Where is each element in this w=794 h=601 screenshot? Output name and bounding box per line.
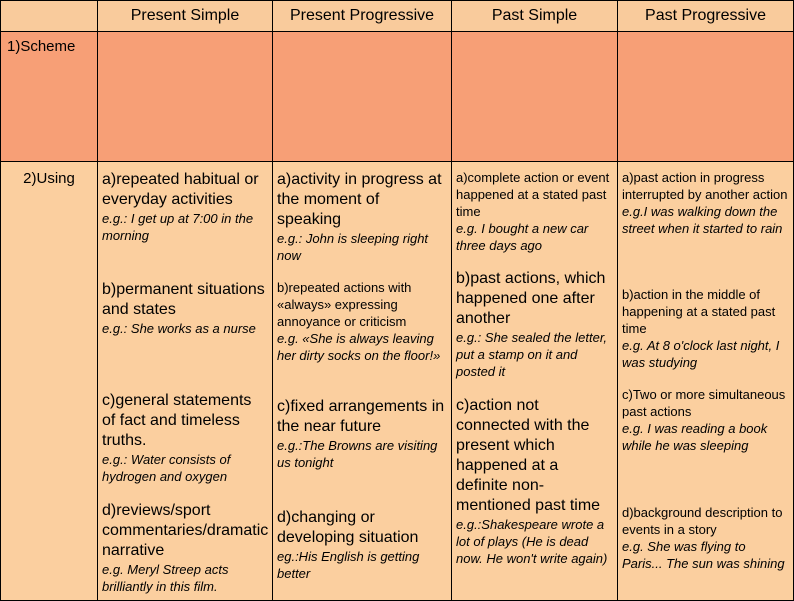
pp-usage-a-text: a)activity in progress at the moment of speaking	[277, 171, 442, 228]
pas-usage-b	[452, 269, 617, 380]
pp-usage-c-text: c)fixed arrangements in the near future	[277, 398, 445, 435]
pp-usage-b	[273, 279, 451, 364]
pap-usage-b	[618, 286, 793, 371]
header-past-progressive: Past Progressive	[617, 0, 794, 32]
scheme-present-simple	[97, 31, 273, 162]
ps-usage-a-text: a)repeated habitual or everyday activities	[102, 171, 259, 208]
pp-usage-a	[273, 170, 451, 264]
pap-usage-c-example: e.g. I was reading a book while he was sleeping	[622, 421, 768, 453]
pap-usage-b-example: e.g. At 8 o'clock last night, I was studying	[622, 338, 780, 370]
ps-usage-d-text: d)reviews/sport commentaries/dramatic narrative	[102, 502, 269, 559]
pp-usage-b-example: e.g. «She is always leaving her dirty socks on the floor!»	[277, 331, 441, 363]
pp-usage-c-example: e.g.:The Browns are visiting us tonight	[277, 438, 438, 470]
using-past-simple	[451, 161, 618, 601]
row-label-using: 2)Using	[0, 161, 98, 601]
ps-usage-b	[98, 280, 272, 337]
pp-usage-a-example: e.g.: John is sleeping right now	[277, 231, 429, 263]
pas-usage-c-example: e.g.:Shakespeare wrote a lot of plays (He is dead now. He won't write again)	[456, 517, 608, 566]
pap-usage-a	[618, 169, 793, 237]
pp-usage-c	[273, 397, 451, 471]
pap-usage-d	[618, 504, 793, 572]
using-past-progressive	[617, 161, 794, 601]
pap-usage-c-text: c)Two or more simultaneous past actions	[622, 387, 786, 419]
ps-usage-c-example: e.g.: Water consists of hydrogen and oxygen	[102, 452, 231, 484]
pp-usage-d-example: eg.:His English is getting better	[277, 549, 420, 581]
pp-usage-d	[273, 508, 451, 582]
using-present-simple	[97, 161, 273, 601]
scheme-present-progressive	[272, 31, 452, 162]
ps-usage-b-text: b)permanent situations and states	[102, 281, 265, 318]
pap-usage-d-text: d)background description to events in a story	[622, 505, 783, 537]
ps-usage-b-example: e.g.: She works as a nurse	[102, 321, 256, 336]
pap-usage-a-text: a)past action in progress interrupted by another action	[622, 170, 788, 202]
pap-usage-d-example: e.g. She was flying to Paris... The sun was shining	[622, 539, 785, 571]
ps-usage-a-example: e.g.: I get up at 7:00 in the morning	[102, 211, 254, 243]
pap-usage-a-example: e.g.I was walking down the street when it started to rain	[622, 204, 783, 236]
ps-usage-a	[98, 170, 272, 244]
header-corner	[0, 0, 98, 32]
scheme-past-progressive	[617, 31, 794, 162]
using-present-progressive	[272, 161, 452, 601]
ps-usage-c	[98, 391, 272, 485]
scheme-past-simple	[451, 31, 618, 162]
pas-usage-a-example: e.g. I bought a new car three days ago	[456, 221, 589, 253]
pas-usage-b-example: e.g.: She sealed the letter, put a stamp on it and posted it	[456, 330, 608, 379]
pas-usage-c	[452, 396, 617, 567]
header-present-progressive: Present Progressive	[272, 0, 452, 32]
pas-usage-b-text: b)past actions, which happened one after another	[456, 270, 606, 327]
pp-usage-b-text: b)repeated actions with «always» expressing annoyance or criticism	[277, 280, 412, 329]
header-past-simple: Past Simple	[451, 0, 618, 32]
pas-usage-a-text: a)complete action or event happened at a stated past time	[456, 170, 610, 219]
ps-usage-d-example: e.g. Meryl Streep acts brilliantly in this film.	[102, 562, 229, 594]
header-present-simple: Present Simple	[97, 0, 273, 32]
pap-usage-c	[618, 386, 793, 454]
row-label-scheme: 1)Scheme	[0, 31, 98, 162]
pas-usage-c-text: c)action not connected with the present which happened at a definite non-mentioned past time	[456, 397, 601, 514]
ps-usage-d	[98, 501, 272, 595]
pap-usage-b-text: b)action in the middle of happening at a stated past time	[622, 287, 776, 336]
pp-usage-d-text: d)changing or developing situation	[277, 509, 419, 546]
ps-usage-c-text: c)general statements of fact and timeless truths.	[102, 392, 252, 449]
pas-usage-a	[452, 169, 617, 254]
